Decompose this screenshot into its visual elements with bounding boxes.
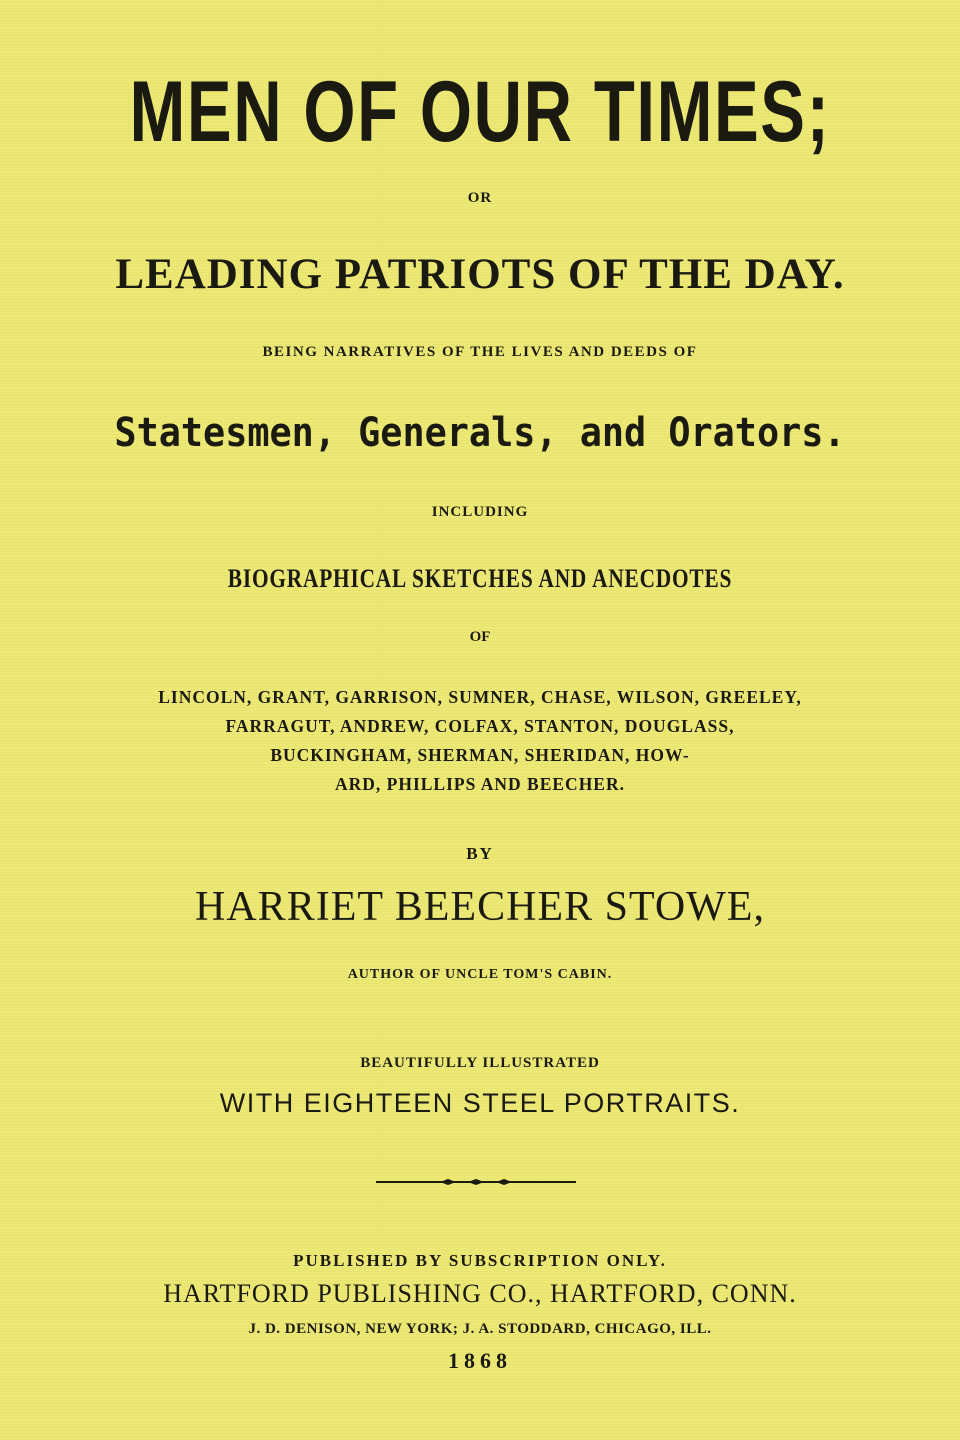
being-narratives-line: BEING NARRATIVES OF THE LIVES AND DEEDS OF (262, 344, 698, 360)
agents-line: J. D. DENISON, NEW YORK; J. A. STODDARD, CHICAGO, ILL. (248, 1321, 712, 1337)
author-credit: AUTHOR OF UNCLE TOM'S CABIN. (347, 967, 613, 982)
published-line: PUBLISHED BY SUBSCRIPTION ONLY. (293, 1251, 667, 1270)
including-line: INCLUDING (431, 504, 529, 520)
names-line: LINCOLN, GRANT, GARRISON, SUMNER, CHASE, WILSON, GREELEY, (158, 687, 802, 707)
illustrated-line: BEAUTIFULLY ILLUSTRATED (360, 1055, 600, 1071)
names-list (0, 683, 960, 799)
by-line: BY (466, 844, 494, 863)
ornamental-rule (376, 1170, 576, 1194)
names-line: BUCKINGHAM, SHERMAN, SHERIDAN, HOW- (270, 745, 690, 765)
portraits-line: WITH EIGHTEEN STEEL PORTRAITS. (219, 1088, 741, 1118)
biographical-sketches-line: BIOGRAPHICAL SKETCHES AND ANECDOTES (227, 564, 733, 593)
of-connector: OF (469, 629, 491, 645)
book-title: MEN OF OUR TIMES; (129, 64, 831, 160)
statesmen-line: Statesmen, Generals, and Orators. (114, 410, 846, 456)
book-subtitle: LEADING PATRIOTS OF THE DAY. (115, 251, 845, 298)
author-name: HARRIET BEECHER STOWE, (195, 884, 765, 930)
or-connector: OR (467, 190, 493, 206)
publication-year: 1868 (448, 1348, 512, 1373)
names-line: ARD, PHILLIPS AND BEECHER. (334, 774, 625, 794)
publisher-line: HARTFORD PUBLISHING CO., HARTFORD, CONN. (163, 1279, 797, 1308)
names-line: FARRAGUT, ANDREW, COLFAX, STANTON, DOUGLASS, (225, 716, 735, 736)
